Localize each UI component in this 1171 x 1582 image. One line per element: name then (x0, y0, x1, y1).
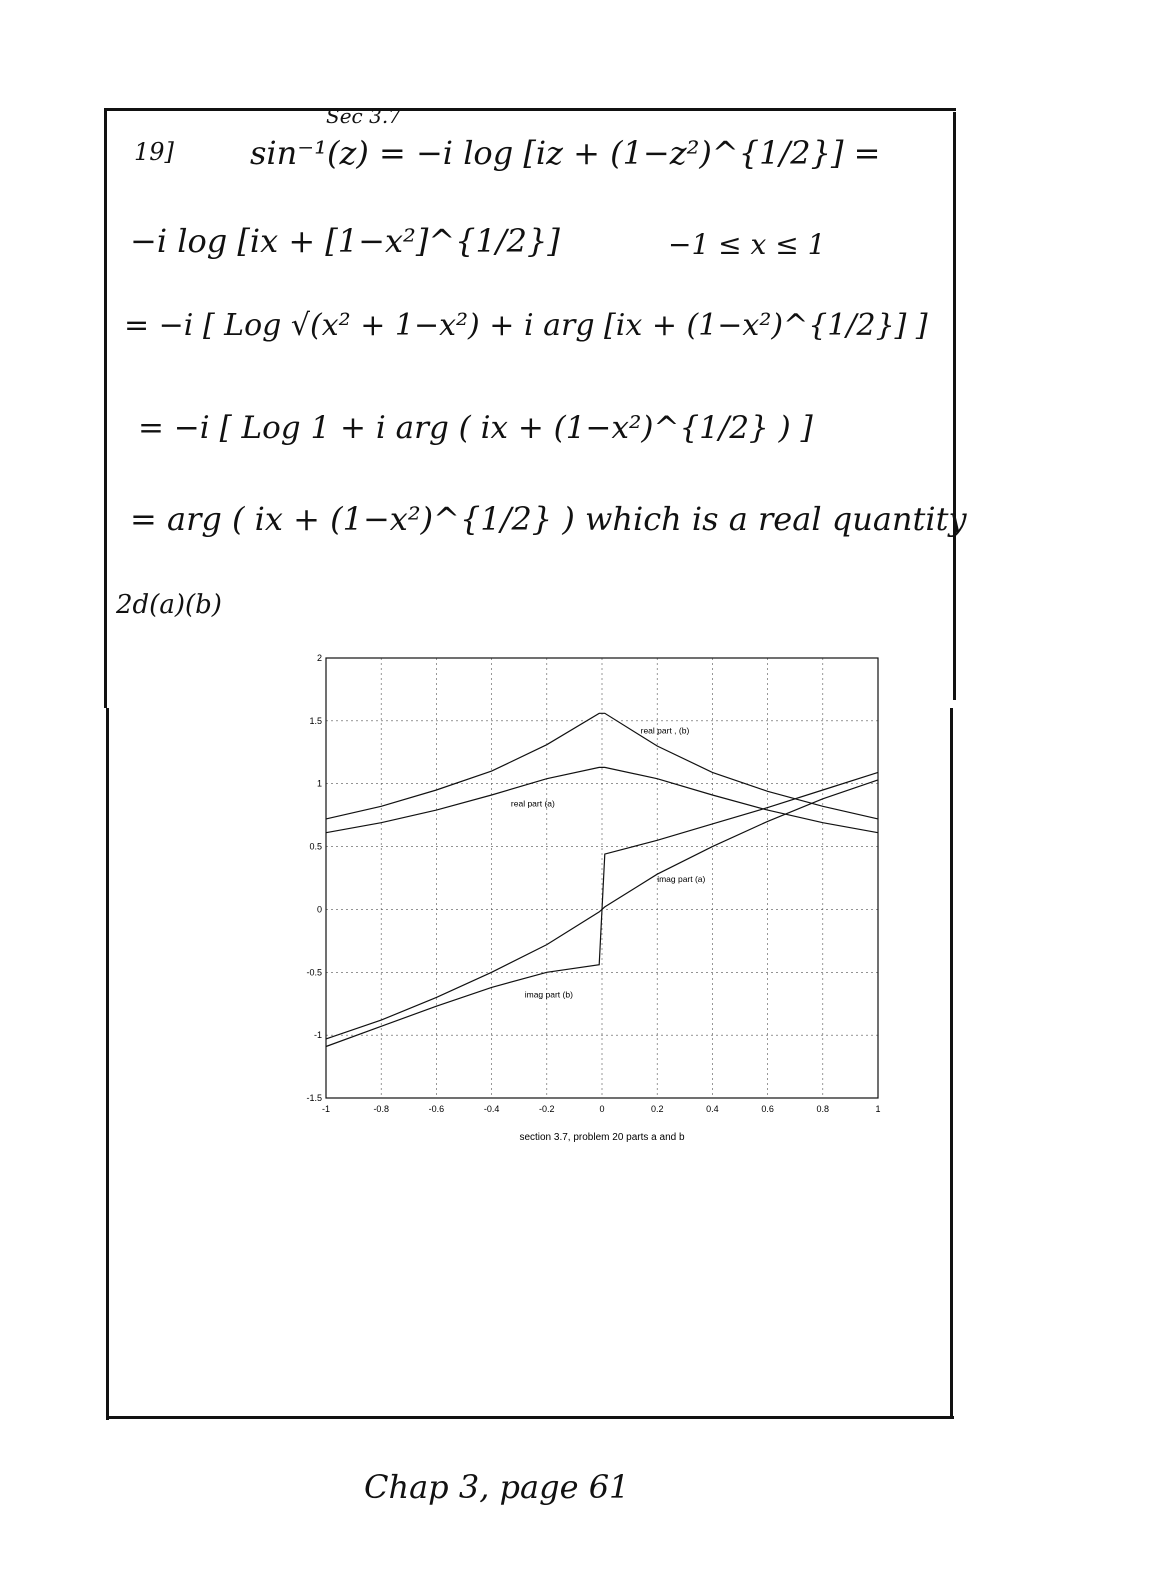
x-tick-label: 0 (599, 1104, 605, 1114)
frame-right-upper (953, 112, 956, 700)
y-tick-label: -1 (313, 1030, 322, 1041)
equation-line-1: sin⁻¹(z) = −i log [iz + (1−z²)^{1/2}] = (250, 134, 881, 172)
chart (300, 650, 900, 1160)
chart-xlabel: section 3.7, problem 20 parts a and b (519, 1132, 685, 1143)
series-annotation: real part , (b) (640, 725, 690, 736)
problem-20-label: 2d(a)(b) (116, 590, 222, 620)
x-tick-label: -0.4 (483, 1104, 500, 1114)
equation-line-4: = −i [ Log 1 + i arg ( ix + (1−x²)^{1/2} ) ] (138, 410, 813, 446)
page-footer: Chap 3, page 61 (364, 1468, 630, 1506)
x-tick-label: -1 (321, 1104, 331, 1114)
frame-left-upper (104, 108, 107, 708)
frame-right-lower (950, 708, 953, 1416)
frame-left-lower (106, 708, 109, 1420)
y-tick-label: -0.5 (306, 967, 322, 978)
x-tick-label: -0.8 (373, 1104, 389, 1114)
series-annotation: imag part (b) (524, 989, 573, 1000)
x-tick-label: -0.6 (428, 1104, 445, 1114)
section-note: Sec 3.7 (326, 104, 401, 128)
series-annotation: real part (a) (510, 798, 555, 809)
y-tick-label: 1.5 (309, 715, 322, 726)
x-tick-label: 0.2 (650, 1104, 664, 1114)
y-tick-label: -1.5 (306, 1093, 322, 1103)
series-annotation: imag part (a) (657, 873, 706, 884)
x-tick-label: 0.6 (761, 1104, 774, 1114)
chart-grid (326, 658, 878, 1098)
y-tick-label: 0.5 (309, 841, 322, 852)
problem-number: 19] (134, 138, 174, 166)
equation-line-2: −i log [ix + [1−x²]^{1/2}] (130, 222, 560, 260)
x-tick-label: 1 (875, 1104, 881, 1114)
y-tick-label: 1 (316, 778, 322, 789)
equation-line-3: = −i [ Log √(x² + 1−x²) + i arg [ix + (1−x²)^{1/2}] ] (124, 308, 928, 343)
y-tick-label: 2 (316, 653, 322, 663)
frame-bottom (106, 1416, 954, 1419)
equation-line-5: = arg ( ix + (1−x²)^{1/2} ) which is a real quantity (130, 500, 967, 538)
chart-ticks (306, 653, 880, 1114)
x-tick-label: -0.2 (539, 1104, 555, 1114)
series-line-2 (326, 767, 878, 832)
y-tick-label: 0 (316, 904, 322, 915)
x-tick-label: 0.8 (816, 1104, 830, 1114)
chart-annotations (511, 725, 706, 999)
x-tick-label: 0.4 (706, 1104, 719, 1114)
equation-condition: −1 ≤ x ≤ 1 (668, 228, 826, 261)
frame-top (104, 108, 956, 111)
